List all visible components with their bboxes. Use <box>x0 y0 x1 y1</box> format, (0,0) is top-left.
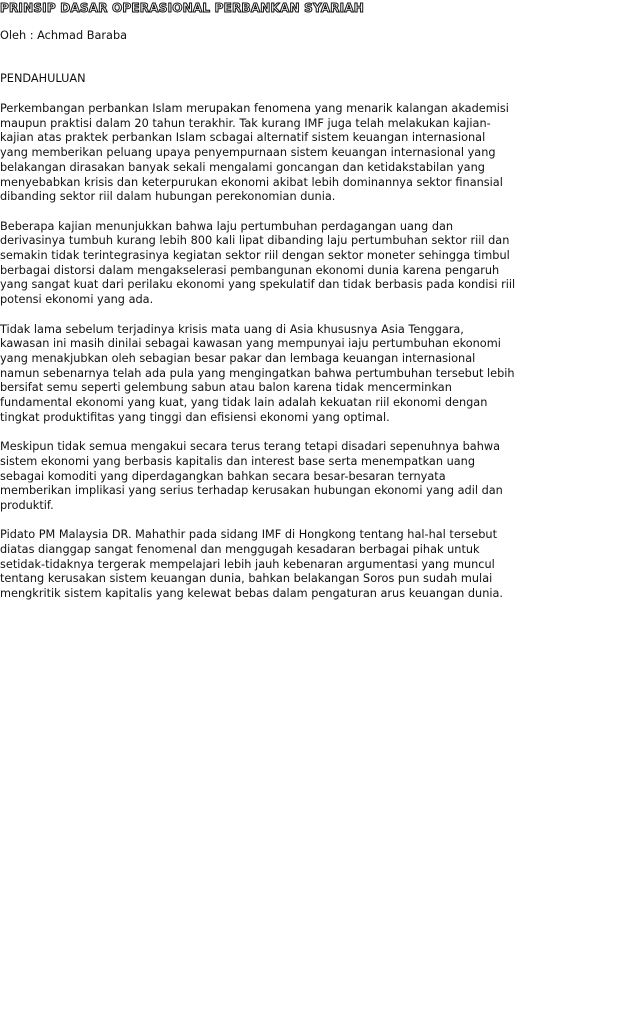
paragraph-line: menyebabkan krisis dan keterpurukan ekonomi akibat lebih dominannya sektor finansial <box>0 175 503 189</box>
paragraph-line: bersifat semu seperti gelembung sabun atau balon karena tidak mencerminkan <box>0 381 452 395</box>
paragraph-line: Perkembangan perbankan Islam merupakan fenomena yang menarik kalangan akademisi <box>0 102 509 115</box>
paragraph <box>0 528 504 602</box>
paragraph-line: yang menakjubkan oleh sebagian besar pakar dan lembaga keuangan internasional <box>0 351 476 365</box>
author-line: Oleh : Achmad Baraba <box>0 29 128 42</box>
paragraph-line: Tidak lama sebelum terjadinya krisis mata uang di Asia khususnya Asia Tenggara, <box>0 322 464 336</box>
paragraph-line: derivasinya tumbuh kurang lebih 800 kali lipat dibanding laju pertumbuhan sektor riil dan <box>0 234 510 248</box>
paragraph-line: tentang kerusakan sistem keuangan dunia, bahkan belakangan Soros pun sudah mulai <box>0 572 493 586</box>
paragraph-line: belakangan dirasakan banyak sekali mengalami goncangan dan ketidakstabilan yang <box>0 160 485 174</box>
paragraph-line: kawasan ini masih dinilai sebagai kawasan yang mempunyai iaju pertumbuhan ekonomi <box>0 337 501 351</box>
paragraph-line: kajian atas praktek perbankan Islam scbagai alternatif sistem keuangan internasional <box>0 131 486 145</box>
paragraph-line: mengkritik sistem kapitalis yang kelewat bebas dalam pengaturan arus keuangan dunia. <box>0 587 504 601</box>
paragraph-line: fundamental ekonomi yang kuat, yang tidak lain adalah kekuatan riil ekonomi dengan <box>0 396 488 410</box>
paragraph-line: namun sebenarnya telah ada pula yang mengingatkan bahwa pertumbuhan tersebut lebih <box>0 366 515 380</box>
paragraph-line: sebagai komoditi yang diperdagangkan bahkan secara besar-besaran ternyata <box>0 469 446 483</box>
paragraph <box>0 440 503 514</box>
paragraph <box>0 219 516 308</box>
paragraph-line: produktif. <box>0 498 54 512</box>
paragraph-line: berbagai distorsi dalam mengakselerasi pembangunan ekonomi dunia karena pengaruh <box>0 263 500 277</box>
body-text <box>0 102 516 617</box>
paragraph-line: Pidato PM Malaysia DR. Mahathir pada sidang IMF di Hongkong tentang hal-hal tersebut <box>0 528 498 542</box>
paragraph-line: dibanding sektor riil dalam hubungan perekonomian dunia. <box>0 190 336 204</box>
paragraph-line: setidak-tidaknya tergerak mempelajari lebih jauh kebenaran argumentasi yang muncul <box>0 557 495 571</box>
paragraph-line: maupun praktisi dalam 20 tahun terakhir. Tak kurang IMF juga telah melakukan kajian- <box>0 116 491 130</box>
paragraph-line: yang memberikan peluang upaya penyempurnaan sistem keuangan internasional yang <box>0 146 496 160</box>
paragraph-line: tingkat produktifitas yang tinggi dan efisiensi ekonomi yang optimal. <box>0 410 390 424</box>
paragraph-line: diatas dianggap sangat fenomenal dan menggugah kesadaran berbagai pihak untuk <box>0 543 480 557</box>
paragraph <box>0 102 509 205</box>
paragraph-line: yang sangat kuat dari perilaku ekonomi yang spekulatif dan tidak berbasis pada kondisi riil <box>0 278 516 292</box>
paragraph-line: Beberapa kajian menunjukkan bahwa laju pertumbuhan perdagangan uang dan <box>0 219 454 233</box>
paragraph-line: Meskipun tidak semua mengakui secara terus terang tetapi disadari sepenuhnya bahwa <box>0 440 501 454</box>
paragraph-line: semakin tidak terintegrasinya kegiatan sektor riil dengan sektor moneter sehingga timbul <box>0 249 510 263</box>
section-heading: PENDAHULUAN <box>0 72 86 85</box>
document-title: PRINSIP DASAR OPERASIONAL PERBANKAN SYARIAH <box>0 1 365 15</box>
paragraph <box>0 322 515 426</box>
paragraph-line: sistem ekonomi yang berbasis kapitalis dan interest base serta menempatkan uang <box>0 454 476 468</box>
paragraph-line: memberikan implikasi yang serius terhadap kerusakan hubungan ekonomi yang adil dan <box>0 484 503 498</box>
paragraph-line: potensi ekonomi yang ada. <box>0 293 154 307</box>
